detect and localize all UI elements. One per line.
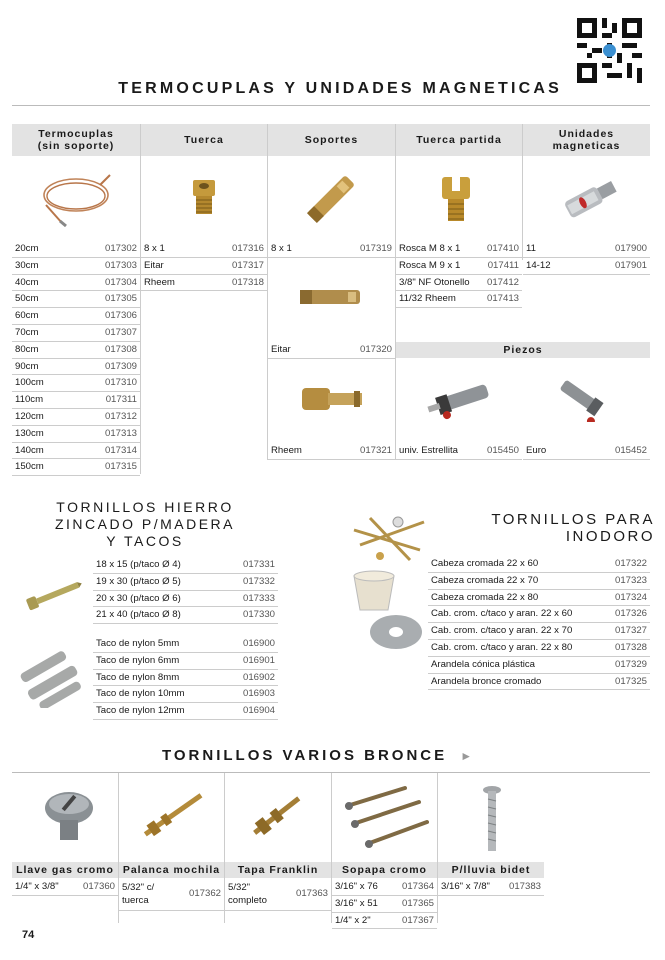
item-label: Cabeza cromada 22 x 70 xyxy=(431,574,539,586)
item-code: 017333 xyxy=(242,592,275,604)
tuerca-partida-row xyxy=(396,258,522,275)
item-label: 21 x 40 (p/taco Ø 8) xyxy=(96,609,181,621)
header-tuerca: Tuerca xyxy=(141,124,267,156)
item-label: 14-12 xyxy=(526,259,551,271)
tuerca-partida-row xyxy=(396,291,522,308)
unidad-magnetica-image xyxy=(555,170,625,228)
item-code: 017411 xyxy=(487,259,519,271)
item-label: Cab. crom. c/taco y aran. 22 x 70 xyxy=(431,625,573,637)
lluvia-bidet-image xyxy=(482,785,502,855)
termocupla-row xyxy=(12,409,140,426)
item-label: 5/32" c/ tuerca xyxy=(122,882,155,906)
tuerca-partida-row xyxy=(396,275,522,292)
item-label: Rosca M 9 x 1 xyxy=(399,259,461,271)
item-code: 017413 xyxy=(486,293,519,305)
tuerca-row xyxy=(141,275,267,292)
item-code: 017324 xyxy=(614,591,647,603)
item-code: 017309 xyxy=(104,360,137,372)
bronce-row xyxy=(438,879,544,896)
item-label: 130cm xyxy=(15,427,44,439)
item-code: 017363 xyxy=(295,888,328,899)
section-title-hierro: TORNILLOS HIERRO ZINCADO P/MADERA Y TACOS xyxy=(54,499,235,549)
item-label: 30cm xyxy=(15,259,39,271)
unidad-magnetica-row xyxy=(523,258,650,275)
item-label: 20cm xyxy=(15,243,39,254)
item-label: Rosca M 8 x 1 xyxy=(399,243,461,254)
item-code: 017365 xyxy=(401,897,434,909)
tuerca-partida-image xyxy=(438,173,474,223)
tuerca-row xyxy=(141,258,267,275)
item-label: 1/4" x 2" xyxy=(335,914,371,926)
piezo-row xyxy=(396,443,522,460)
item-label: 60cm xyxy=(15,310,39,322)
item-label: Eitar xyxy=(271,344,291,355)
termocupla-row xyxy=(12,459,140,476)
item-label: 90cm xyxy=(15,360,39,372)
item-label: 5/32" completo xyxy=(228,882,267,906)
item-label: 8 x 1 xyxy=(144,243,165,254)
item-code: 017364 xyxy=(401,881,434,892)
item-label: Rheem xyxy=(144,276,175,288)
column-divider xyxy=(140,124,141,474)
item-code: 016902 xyxy=(242,671,275,683)
item-code: 017320 xyxy=(359,344,392,355)
item-code: 017312 xyxy=(104,411,137,422)
taco-nylon-row xyxy=(93,636,278,653)
item-code: 017303 xyxy=(104,259,137,271)
termocupla-row xyxy=(12,291,140,308)
item-label: Arandela cónica plástica xyxy=(431,658,535,670)
page-title: TERMOCUPLAS Y UNIDADES MAGNETICAS xyxy=(118,80,562,97)
tornillo-inodoro-row xyxy=(428,640,650,657)
tornillo-hierro-row xyxy=(93,607,278,624)
item-label: Taco de nylon 8mm xyxy=(96,671,180,683)
item-code: 017360 xyxy=(82,881,115,892)
item-label: 3/16" x 76 xyxy=(335,881,378,892)
item-code: 017332 xyxy=(242,575,275,587)
soporte-eitar-image xyxy=(296,278,366,318)
item-code: 017318 xyxy=(231,276,264,288)
item-label: Cabeza cromada 22 x 60 xyxy=(431,558,539,569)
termocupla-row xyxy=(12,275,140,292)
arandela-conica-image xyxy=(346,566,402,616)
item-code: 017330 xyxy=(242,609,275,621)
item-code: 017308 xyxy=(104,343,137,355)
unidad-magnetica-row xyxy=(523,241,650,258)
item-label: 11/32 Rheem xyxy=(399,293,456,305)
item-label: 11 xyxy=(526,243,536,254)
bronce-row xyxy=(332,913,437,930)
item-code: 017362 xyxy=(188,888,221,899)
item-code: 017313 xyxy=(104,427,137,439)
section-title-bronce xyxy=(162,747,475,764)
item-label: Cab. crom. c/taco y aran. 22 x 80 xyxy=(431,642,573,653)
item-label: 50cm xyxy=(15,293,39,305)
item-code: 017322 xyxy=(614,558,647,569)
item-code: 017307 xyxy=(104,327,137,338)
item-code: 017305 xyxy=(104,293,137,305)
header-piezos: Piezos xyxy=(396,342,650,358)
item-code: 017900 xyxy=(614,243,647,254)
item-label: Rheem xyxy=(271,445,302,456)
item-code: 017383 xyxy=(508,881,541,892)
item-code: 017326 xyxy=(614,608,647,620)
header-sopapa: Sopapa cromo xyxy=(332,862,437,878)
item-label: Taco de nylon 6mm xyxy=(96,654,180,666)
item-label: Eitar xyxy=(144,259,164,271)
qr-code xyxy=(577,18,642,83)
tornillo-inodoro-row xyxy=(428,556,650,573)
item-label: 110cm xyxy=(15,394,44,406)
item-code: 017327 xyxy=(614,625,647,637)
header-soportes: Soportes xyxy=(268,124,395,156)
termocupla-row xyxy=(12,325,140,342)
soporte-rheem-image xyxy=(298,380,366,420)
item-label: Taco de nylon 12mm xyxy=(96,705,185,717)
termocupla-row xyxy=(12,241,140,258)
header-unidades: Unidades magneticas xyxy=(523,124,650,156)
header-tuerca-partida: Tuerca partida xyxy=(396,124,522,156)
taco-nylon-row xyxy=(93,686,278,703)
tornillo-inodoro-image xyxy=(350,510,430,565)
arandela-bronce-image xyxy=(368,612,424,652)
termocupla-row xyxy=(12,359,140,376)
tornillo-inodoro-row xyxy=(428,573,650,590)
tornillo-inodoro-row xyxy=(428,606,650,623)
bronce-title-text: TORNILLOS VARIOS BRONCE xyxy=(162,747,448,764)
item-label: 20 x 30 (p/taco Ø 6) xyxy=(96,592,181,604)
title-divider xyxy=(12,105,650,106)
item-code: 017410 xyxy=(486,243,519,254)
tornillo-inodoro-row xyxy=(428,674,650,691)
tornillo-inodoro-row xyxy=(428,623,650,640)
item-label: Arandela bronce cromado xyxy=(431,675,542,687)
bronce-row xyxy=(225,879,331,911)
item-code: 017302 xyxy=(104,243,137,254)
column-divider xyxy=(522,124,523,260)
item-code: 017325 xyxy=(614,675,647,687)
tuerca-row xyxy=(141,241,267,258)
tuerca-image xyxy=(190,178,218,216)
termocupla-row xyxy=(12,342,140,359)
item-label: 150cm xyxy=(15,461,44,473)
header-tapa: Tapa Franklin xyxy=(225,862,331,878)
termocupla-row xyxy=(12,392,140,409)
item-code: 017315 xyxy=(104,461,137,473)
bronce-row xyxy=(119,879,224,911)
item-label: 70cm xyxy=(15,327,39,338)
bronce-row xyxy=(332,896,437,913)
taco-nylon-image xyxy=(20,650,88,708)
column-divider xyxy=(437,773,438,923)
item-code: 017310 xyxy=(104,377,137,389)
item-label: 80cm xyxy=(15,343,39,355)
item-label: 18 x 15 (p/taco Ø 4) xyxy=(96,559,181,570)
item-label: 3/8" NF Otonello xyxy=(399,276,470,288)
page-number: 74 xyxy=(22,929,35,941)
item-code: 016901 xyxy=(242,654,275,666)
termocupla-row xyxy=(12,443,140,460)
bronce-row xyxy=(332,879,437,896)
item-code: 017331 xyxy=(242,559,275,570)
termocupla-row xyxy=(12,375,140,392)
item-label: univ. Estrellita xyxy=(399,445,459,456)
header-lluvia: P/lluvia bidet xyxy=(438,862,544,878)
piezo-estrellita-image xyxy=(425,378,497,422)
item-code: 015450 xyxy=(486,445,519,456)
tornillo-hierro-row xyxy=(93,574,278,591)
item-code: 015452 xyxy=(614,445,647,456)
taco-nylon-row xyxy=(93,653,278,670)
item-code: 016904 xyxy=(242,705,275,717)
item-label: 19 x 30 (p/taco Ø 5) xyxy=(96,575,181,587)
item-code: 017328 xyxy=(614,642,647,653)
item-label: 120cm xyxy=(15,411,44,422)
item-label: Taco de nylon 10mm xyxy=(96,688,185,700)
item-code: 017412 xyxy=(486,276,519,288)
tornillo-inodoro-row xyxy=(428,657,650,674)
item-code: 017317 xyxy=(231,259,264,271)
column-divider xyxy=(267,124,268,460)
item-code: 017314 xyxy=(104,444,137,456)
item-code: 016903 xyxy=(242,688,275,700)
soporte-image xyxy=(300,170,362,228)
taco-nylon-row xyxy=(93,670,278,687)
item-label: 100cm xyxy=(15,377,44,389)
item-code: 017901 xyxy=(614,259,647,271)
soporte-row xyxy=(268,241,395,258)
header-palanca: Palanca mochila xyxy=(119,862,224,878)
item-code: 017329 xyxy=(614,658,647,670)
soporte-row xyxy=(268,443,395,460)
tapa-franklin-image xyxy=(245,788,309,844)
sopapa-cromo-image xyxy=(343,784,429,850)
item-code: 017319 xyxy=(359,243,392,254)
termocupla-row xyxy=(12,426,140,443)
soporte-row xyxy=(268,342,395,359)
item-code: 016900 xyxy=(242,638,275,649)
termocupla-row xyxy=(12,258,140,275)
tuerca-partida-row xyxy=(396,241,522,258)
tornillo-hierro-row xyxy=(93,557,278,574)
item-label: 140cm xyxy=(15,444,44,456)
item-code: 017323 xyxy=(614,574,647,586)
arrow-right-icon: ► xyxy=(460,749,476,763)
item-label: 40cm xyxy=(15,276,39,288)
piezo-row xyxy=(523,443,650,460)
termocupla-image xyxy=(38,165,113,227)
tornillo-hierro-image xyxy=(22,575,84,615)
item-label: 8 x 1 xyxy=(271,243,292,254)
item-code: 017321 xyxy=(359,445,392,456)
item-label: 3/16" x 51 xyxy=(335,897,378,909)
item-label: 3/16" x 7/8" xyxy=(441,881,490,892)
piezo-euro-image xyxy=(552,376,612,422)
llave-gas-image xyxy=(40,788,98,844)
tornillo-inodoro-row xyxy=(428,590,650,607)
item-code: 017304 xyxy=(104,276,137,288)
item-label: 1/4" x 3/8" xyxy=(15,881,59,892)
item-label: Cabeza cromada 22 x 80 xyxy=(431,591,539,603)
item-code: 017311 xyxy=(105,394,137,406)
termocupla-row xyxy=(12,308,140,325)
palanca-mochila-image xyxy=(138,790,210,842)
section-title-inodoro: TORNILLOS PARA INODORO xyxy=(491,511,655,545)
bronce-row xyxy=(12,879,118,896)
header-llave-gas: Llave gas cromo xyxy=(12,862,118,878)
header-termocuplas: Termocuplas (sin soporte) xyxy=(12,124,140,156)
item-label: Taco de nylon 5mm xyxy=(96,638,180,649)
item-code: 017306 xyxy=(104,310,137,322)
taco-nylon-row xyxy=(93,703,278,720)
item-label: Euro xyxy=(526,445,547,456)
item-label: Cab. crom. c/taco y aran. 22 x 60 xyxy=(431,608,573,620)
item-code: 017316 xyxy=(231,243,264,254)
tornillo-hierro-row xyxy=(93,591,278,608)
item-code: 017367 xyxy=(401,914,434,926)
